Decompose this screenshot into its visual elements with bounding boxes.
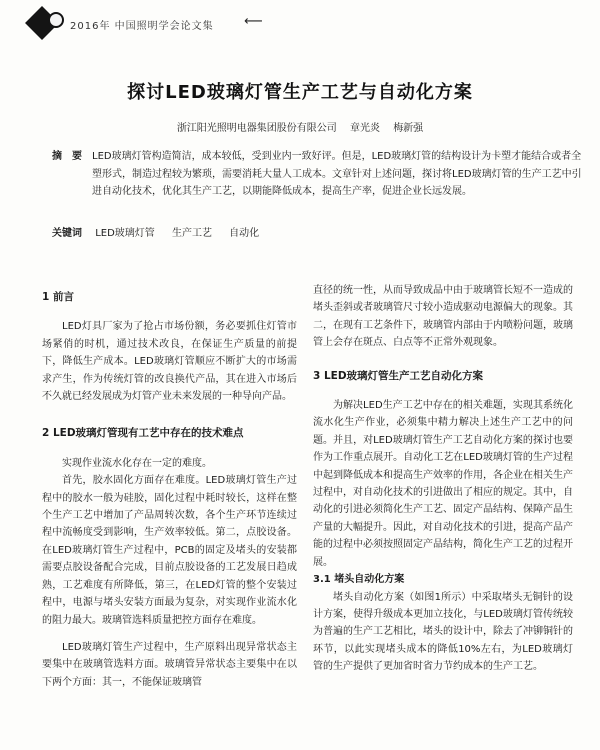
logo-dot-icon <box>48 12 64 28</box>
arrow-left-icon: ⟵ <box>244 14 263 29</box>
journal-name: 2016年 中国照明学会论文集 <box>70 21 214 32</box>
paragraph: LED灯具厂家为了抢占市场份额，务必要抓住灯管市场紧俏的时机，通过技术改良，在保证生产质量的前提下，降低生产成本。LED玻璃灯管顺应不断扩大的市场需求产生，作为传统灯管的改良换代产品，其在进入市场后不久就已经发展成为灯管产业未来发展的一种导向产品。 <box>42 321 297 403</box>
keyword: LED玻璃灯管 <box>95 228 155 239</box>
subsection-heading: 3.1 堵头自动化方案 <box>313 574 405 586</box>
author-name: 章光炎 <box>350 123 380 134</box>
paragraph: 首先，胶水固化方面存在难度。LED玻璃灯管生产过程中的胶水一般为硅胶，固化过程中耗时较长，这样在整个生产工艺中增加了产品周转次数，各个生产环节连续过程中流畅度受到影响，生产效率较低。第二，点胶设备。在LED玻璃灯管生产过程中，PCB的固定及堵头的安装都需要点胶设备配合完成，目前点胶设备的工艺发展日趋成熟，工艺难度有所降低，第三，在LED灯管的整个安装过程中，电源与堵头安装方面最为复杂，对实现作业流水化的阻力最大。玻璃管选料质量把控方面存在难度。 <box>42 475 297 626</box>
author-line <box>0 119 600 134</box>
paragraph: LED玻璃灯管生产过程中，生产原料出现异常状态主要集中在玻璃管选料方面。玻璃管异常状态主要集中在以下两个方面：其一，不能保证玻璃管 <box>42 641 297 688</box>
section-heading: 3 LED玻璃灯管生产工艺自动化方案 <box>313 369 484 382</box>
abstract-label: 摘 要 <box>52 151 82 162</box>
right-column <box>313 282 573 676</box>
paragraph: 为解决LED生产工艺中存在的相关难题，实现其系统化流水化生产作业，必须集中精力解决上述生产工艺中的问题。并且，对LED玻璃灯管生产工艺自动化方案的探讨也要作为工作重点展开。自动化工艺在LED玻璃灯管的生产过程中起到降低成本和提高生产效率的作用，各企业在相关生产过程中，对自动化技术的引进做出了相应的规定。其中，自动化的引进必须简化生产工艺、固定产品结构、保障产品生产量的大幅提升。因此，对自动化技术的引进，提高产品产能的过程中必须按照固定产品结构，简化生产工艺的过程开展。 <box>313 400 573 568</box>
paper-title: 探讨LED玻璃灯管生产工艺与自动化方案 <box>127 82 473 103</box>
paragraph: 直径的统一性，从而导致成品中由于玻璃管长短不一造成的堵头歪斜或者玻璃管尺寸较小造成驱动电源偏大的现象。其二，在现有工艺条件下，玻璃管内部由于内喷粉问题，玻璃管上会存在斑点、白点等不正常外观现象。 <box>313 285 573 349</box>
keywords-label: 关键词 <box>52 228 82 239</box>
paragraph: 实现作业流水化存在一定的难度。 <box>62 457 212 469</box>
keyword: 自动化 <box>229 228 260 239</box>
author-name: 梅新强 <box>393 123 424 134</box>
left-column <box>42 283 297 691</box>
section-heading: 2 LED玻璃灯管现有工艺中存在的技术难点 <box>42 427 244 440</box>
section-heading: 1 前言 <box>42 291 74 303</box>
running-header <box>20 8 580 38</box>
keyword: 生产工艺 <box>171 228 212 239</box>
abstract-text: LED玻璃灯管构造简洁，成本较低，受到业内一致好评。但是，LED玻璃灯管的结构设计为卡塑才能结合或者全塑形式，制造过程较为繁琐，需要消耗大量人工成本。文章针对上述问题，探讨将LED玻璃灯管的生产工艺中引进自动化技术，优化其生产工艺，以期能降低成本，提高生产率，促进企业长远发展。 <box>92 151 582 197</box>
abstract <box>52 148 582 201</box>
affiliation: 浙江阳光照明电器集团股份有限公司 <box>176 123 337 134</box>
paragraph: 堵头自动化方案（如图1所示）中采取堵头无铜针的设计方案，使得升级成本更加立技化，与LED玻璃灯管传统较为普遍的生产工艺相比，堵头的设计中，除去了冲铆铜针的环节，以此实现堵头成本的降低10%左右，为LED玻璃灯管的生产提供了更加省时省力节约成本的生产工艺。 <box>313 591 573 673</box>
keywords <box>52 224 273 239</box>
